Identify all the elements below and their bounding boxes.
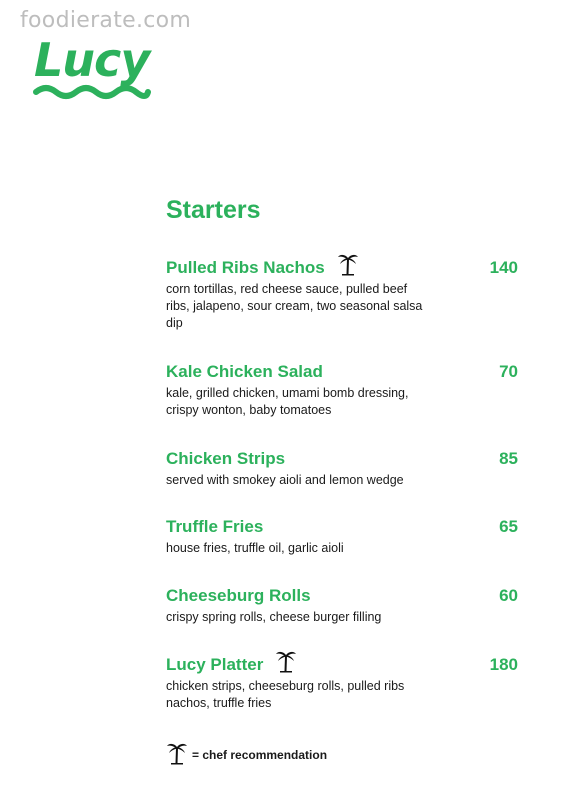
palm-tree-icon (337, 251, 359, 282)
menu-item-name: Pulled Ribs Nachos (166, 258, 325, 277)
menu-item-name: Truffle Fries (166, 517, 264, 536)
menu-item-price: 140 (489, 258, 518, 277)
menu-item-price: 65 (499, 517, 518, 536)
legend (166, 740, 328, 766)
watermark: foodierate.com (20, 8, 192, 33)
menu-item-name: Cheeseburg Rolls (166, 586, 311, 605)
menu-item-description: crispy spring rolls, cheese burger filling (166, 610, 382, 624)
menu-item-description: kale, grilled chicken, umami bomb dressing, crispy wonton, baby tomatoes (166, 386, 409, 417)
menu-item-header (166, 655, 520, 677)
menu-item (166, 258, 520, 332)
menu-item (166, 517, 520, 557)
section-title: Starters (166, 196, 261, 224)
menu-item-name: Kale Chicken Salad (166, 362, 323, 381)
legend-text: = chef recommendation (192, 748, 328, 762)
palm-tree-icon (275, 648, 297, 679)
logo-text: Lucy (34, 34, 150, 87)
menu-item-name: Chicken Strips (166, 449, 286, 468)
menu-item-price: 180 (489, 655, 518, 674)
menu-item-price: 85 (499, 449, 518, 468)
menu-item (166, 586, 520, 626)
lucy-logo (32, 34, 152, 106)
menu-item-description: served with smokey aioli and lemon wedge (166, 473, 404, 487)
palm-tree-icon (166, 740, 188, 771)
menu-item-description: chicken strips, cheeseburg rolls, pulled ribs nachos, truffle fries (166, 679, 405, 710)
menu-item (166, 362, 520, 419)
logo-wave (36, 88, 148, 96)
menu-item-description: house fries, truffle oil, garlic aioli (166, 541, 344, 555)
menu-item-header (166, 517, 520, 539)
menu-item-price: 60 (499, 586, 518, 605)
menu-item (166, 655, 520, 712)
menu-item-header (166, 258, 520, 280)
menu-item-header (166, 586, 520, 608)
menu-item-name: Lucy Platter (166, 655, 264, 674)
menu-item-header (166, 362, 520, 384)
menu-item (166, 449, 520, 489)
menu-item-price: 70 (499, 362, 518, 381)
menu-item-description: corn tortillas, red cheese sauce, pulled beef ribs, jalapeno, sour cream, two seasonal salsa dip (166, 282, 423, 330)
menu-item-header (166, 449, 520, 471)
